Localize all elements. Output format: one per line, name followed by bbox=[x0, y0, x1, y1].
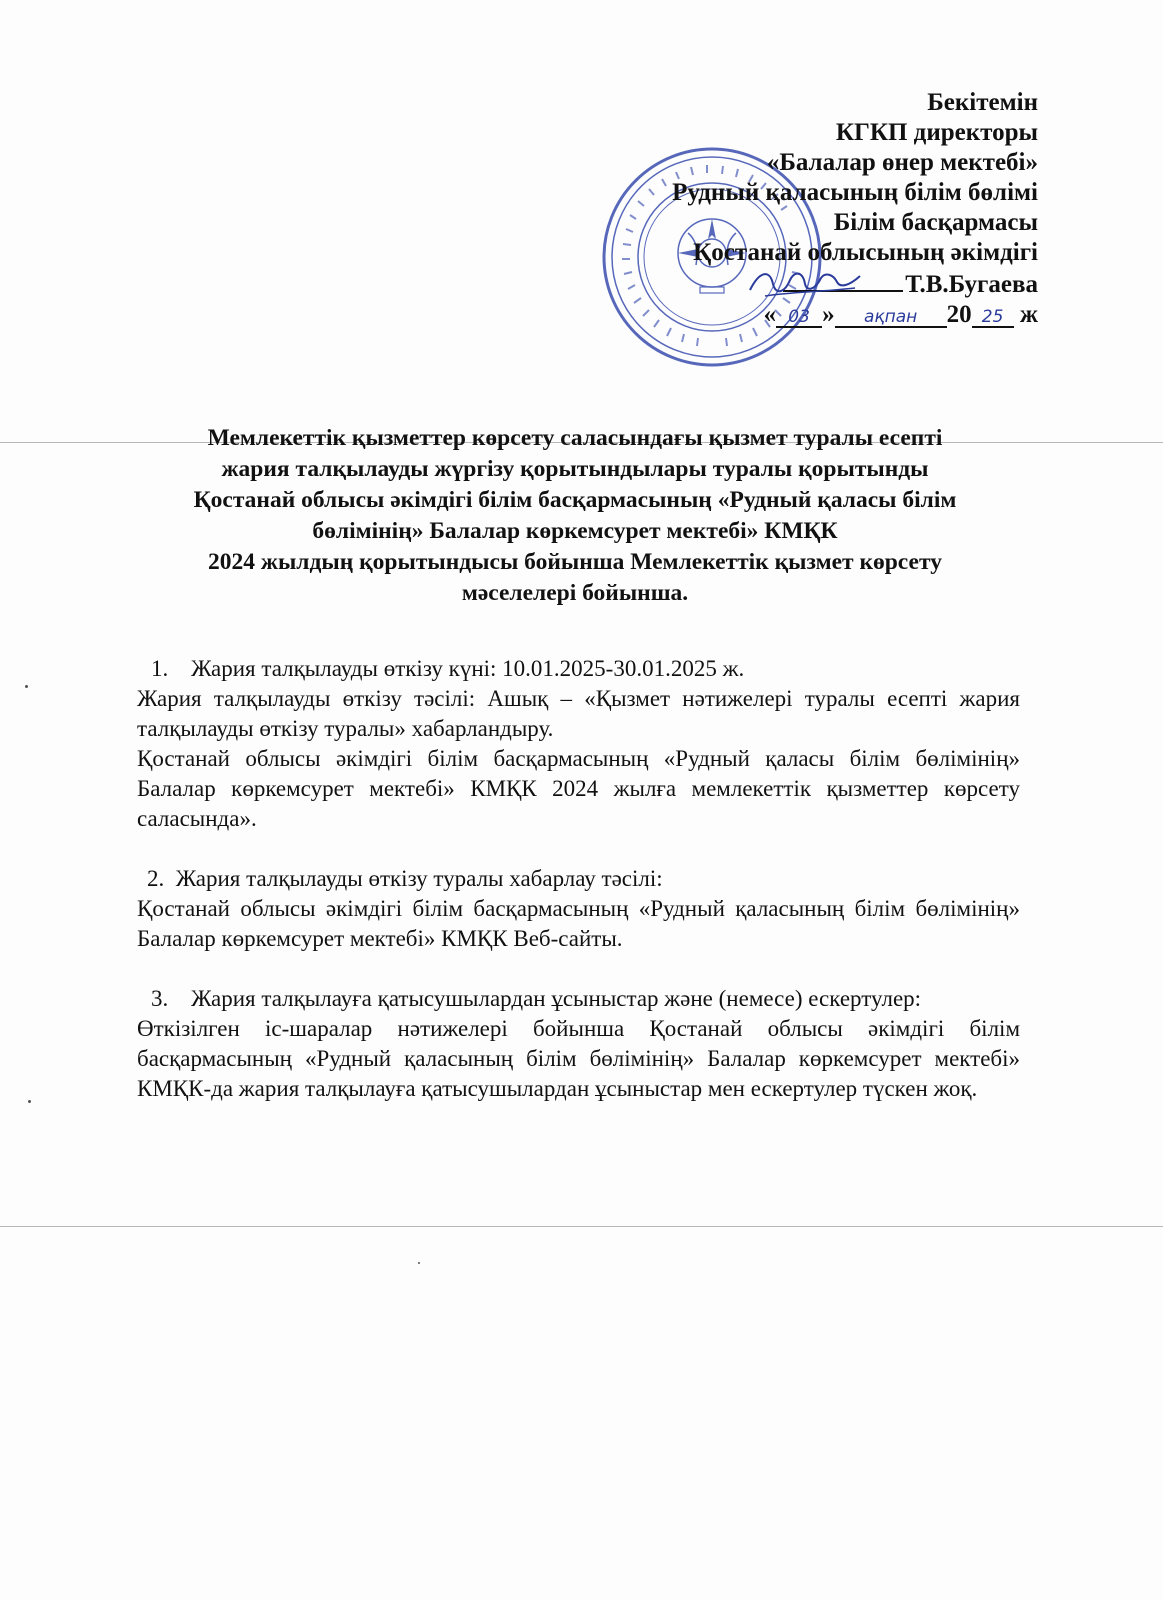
section-number: 3. bbox=[151, 986, 169, 1011]
spacer bbox=[137, 954, 1020, 984]
approval-line-approve: Бекітемін bbox=[927, 89, 1038, 116]
approval-line-director: КГКП директоры bbox=[835, 119, 1038, 146]
title-line: 2024 жылдың қорытындысы бойынша Мемлекеттік қызмет көрсету bbox=[208, 549, 942, 575]
scan-speck bbox=[28, 1100, 31, 1103]
handwritten-signature bbox=[745, 262, 865, 302]
approval-line-administration: Білім басқармасы bbox=[833, 209, 1038, 236]
section-heading-text: Жария талқылауды өткізу туралы хабарлау тәсілі: bbox=[175, 866, 663, 891]
approval-line-school: «Балалар өнер мектебі» bbox=[766, 149, 1038, 176]
title-line: Мемлекеттік қызметтер көрсету саласындағы қызмет туралы есепті bbox=[207, 425, 943, 451]
title-line: бөлімінің» Балалар көркемсурет мектебі» КМҚК bbox=[312, 518, 838, 544]
section-2-paragraph: Қостанай облысы әкімдігі білім басқармасының «Рудный қаласының білім бөлімінің» Балалар көркемсурет мектебі» КМҚК Веб-сайты. bbox=[137, 896, 1020, 951]
date-month: ақпан bbox=[835, 302, 947, 328]
signatory-name: Т.В.Бугаева bbox=[905, 271, 1038, 298]
date-year: 25 bbox=[972, 302, 1014, 328]
title-line: Қостанай облысы әкімдігі білім басқармасының «Рудный қаласы білім bbox=[193, 487, 957, 513]
approval-line-akimat: Қостанай облысының әкімдігі bbox=[693, 239, 1038, 266]
scan-speck bbox=[418, 1262, 420, 1264]
approval-date-row bbox=[518, 300, 1038, 330]
date-day: 03 bbox=[776, 302, 822, 328]
title-line: мәселелері бойынша. bbox=[461, 580, 689, 606]
section-number: 2. bbox=[147, 866, 165, 891]
section-3-paragraph: Өткізілген іс-шаралар нәтижелері бойынша Қостанай облысы әкімдігі білім басқармасының «Рудный қаласының білім бөлімінің» Балалар көркемсурет мектебі» КМҚК-да жария талқылауға қатысушылардан ұсыныстар мен ескертулер түскен жоқ. bbox=[137, 1016, 1020, 1101]
section-1-paragraph: Қостанай облысы әкімдігі білім басқармасының «Рудный қаласы білім бөлімінің» Балалар көркемсурет мектебі» КМҚК 2024 жылға мемлекеттік қызметтер көрсету саласында». bbox=[137, 746, 1020, 831]
spacer bbox=[137, 834, 1020, 864]
approval-line-department: Рудный қаласының білім бөлімі bbox=[672, 179, 1038, 206]
scan-speck bbox=[25, 685, 28, 688]
title-line: жария талқылауды жүргізу қорытындылары туралы қорытынды bbox=[221, 456, 929, 482]
section-3-heading bbox=[137, 984, 1020, 1014]
section-heading-text: Жария талқылауға қатысушылардан ұсыныстар және (немесе) ескертулер: bbox=[191, 986, 922, 1011]
document-title bbox=[150, 423, 1000, 609]
section-1-paragraph: Жария талқылауды өткізу тәсілі: Ашық – «Қызмет нәтижелері туралы есепті жария талқылауды өткізу туралы» хабарландыру. bbox=[137, 686, 1020, 741]
section-heading-text: Жария талқылауды өткізу күні: 10.01.2025-30.01.2025 ж. bbox=[191, 656, 745, 681]
scan-line-bottom bbox=[0, 1226, 1163, 1227]
section-1-heading bbox=[137, 654, 1020, 684]
date-century: 20 bbox=[946, 301, 972, 328]
date-open-quote: « bbox=[763, 301, 777, 328]
date-close-quote: » bbox=[822, 301, 835, 328]
document-body bbox=[137, 654, 1020, 1104]
section-2-heading bbox=[137, 864, 1020, 894]
section-number: 1. bbox=[151, 656, 169, 681]
date-suffix: ж bbox=[1019, 301, 1038, 328]
